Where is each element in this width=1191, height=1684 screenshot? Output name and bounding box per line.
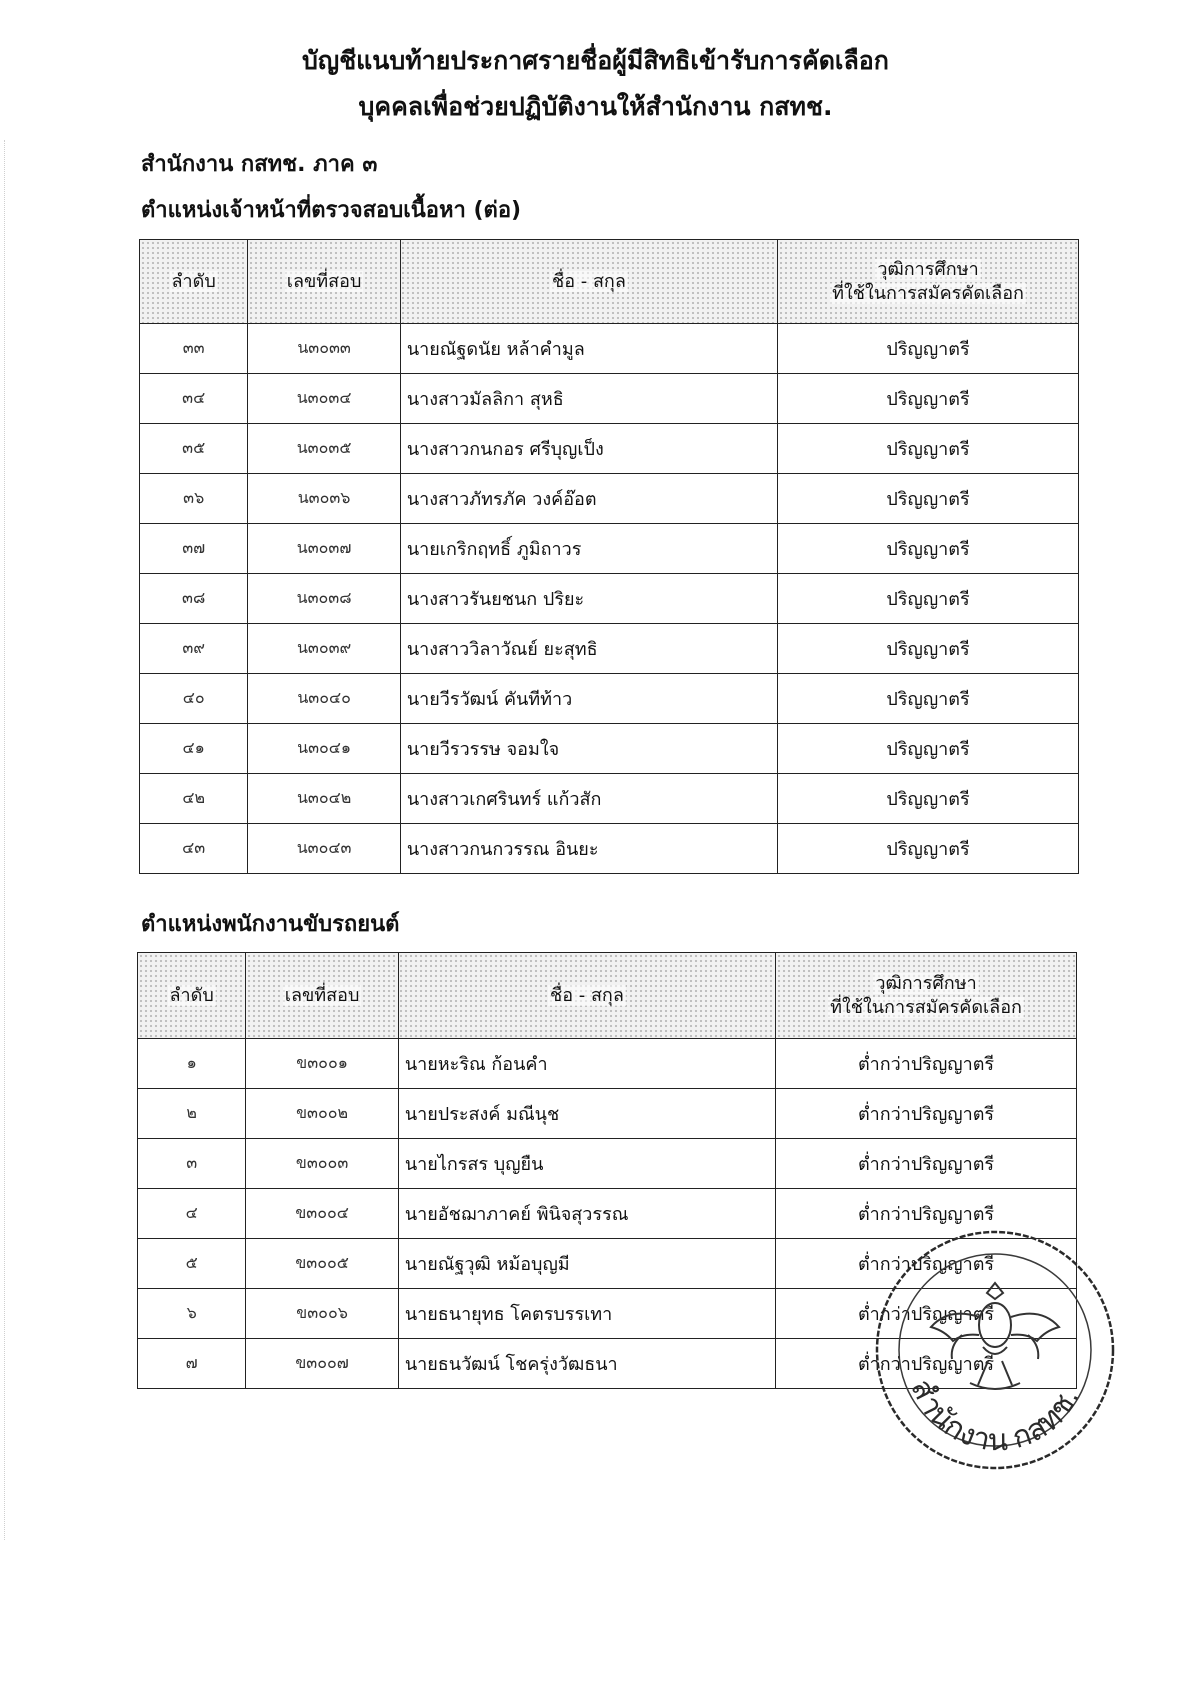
cell-name: นายณัฐวุฒิ หม้อบุญมี <box>398 1239 775 1289</box>
table-row <box>140 574 1079 624</box>
header-name: ชื่อ - สกุล <box>398 953 775 1039</box>
table-row <box>138 1039 1077 1089</box>
cell-education: ปริญญาตรี <box>778 824 1079 874</box>
cell-name: นายหะริณ ก้อนคำ <box>398 1039 775 1089</box>
header-name: ชื่อ - สกุล <box>400 240 777 324</box>
cell-exam-no: น๓๐๓๙ <box>248 624 400 674</box>
table-row <box>138 1089 1077 1139</box>
cell-seq: ๓๓ <box>140 324 248 374</box>
cell-exam-no: ข๓๐๐๑ <box>246 1039 398 1089</box>
cell-name: นางสาวมัลลิกา สุหธิ <box>400 374 777 424</box>
cell-name: นางสาวเกศรินทร์ แก้วสัก <box>400 774 777 824</box>
cell-name: นางสาวกนกวรรณ อินยะ <box>400 824 777 874</box>
cell-education: ปริญญาตรี <box>778 524 1079 574</box>
cell-name: นายณัฐดนัย หล้าคำมูล <box>400 324 777 374</box>
cell-name: นางสาวภัทรภัค วงค์อ๊อต <box>400 474 777 524</box>
cell-education: ปริญญาตรี <box>778 674 1079 724</box>
cell-seq: ๓๙ <box>140 624 248 674</box>
header-seq: ลำดับ <box>138 953 246 1039</box>
table-row <box>140 774 1079 824</box>
document-title-line2: บุคคลเพื่อช่วยปฏิบัติงานให้สำนักงาน กสทช. <box>358 92 833 121</box>
scan-margin-dots <box>4 140 5 1540</box>
header-education: วุฒิการศึกษา ที่ใช้ในการสมัครคัดเลือก <box>778 240 1079 324</box>
content-inspector-table <box>139 239 1079 874</box>
cell-education: ปริญญาตรี <box>778 574 1079 624</box>
cell-education: ต่ำกว่าปริญญาตรี <box>776 1039 1077 1089</box>
header-seq: ลำดับ <box>140 240 248 324</box>
table-row <box>140 424 1079 474</box>
table-row <box>138 1139 1077 1189</box>
cell-name: นายธนวัฒน์ โชครุ่งวัฒธนา <box>398 1339 775 1389</box>
cell-seq: ๔๓ <box>140 824 248 874</box>
table-row <box>140 524 1079 574</box>
cell-seq: ๑ <box>138 1039 246 1089</box>
cell-exam-no: น๓๐๓๔ <box>248 374 400 424</box>
cell-name: นายวีรวัฒน์ คันทีท้าว <box>400 674 777 724</box>
cell-name: นางสาววิลาวัณย์ ยะสุทธิ <box>400 624 777 674</box>
cell-seq: ๖ <box>138 1289 246 1339</box>
cell-seq: ๔ <box>138 1189 246 1239</box>
table-row <box>140 724 1079 774</box>
office-heading: สำนักงาน กสทช. ภาค ๓ <box>141 152 378 177</box>
table-header-row <box>140 240 1079 324</box>
cell-exam-no: น๓๐๔๐ <box>248 674 400 724</box>
cell-seq: ๔๑ <box>140 724 248 774</box>
cell-education: ต่ำกว่าปริญญาตรี <box>776 1189 1077 1239</box>
cell-seq: ๗ <box>138 1339 246 1389</box>
cell-education: ปริญญาตรี <box>778 324 1079 374</box>
cell-seq: ๓ <box>138 1139 246 1189</box>
cell-education: ปริญญาตรี <box>778 474 1079 524</box>
cell-education: ปริญญาตรี <box>778 424 1079 474</box>
cell-exam-no: น๓๐๓๕ <box>248 424 400 474</box>
cell-exam-no: ข๓๐๐๒ <box>246 1089 398 1139</box>
cell-exam-no: น๓๐๔๑ <box>248 724 400 774</box>
cell-exam-no: น๓๐๓๗ <box>248 524 400 574</box>
cell-exam-no: น๓๐๓๓ <box>248 324 400 374</box>
cell-education: ต่ำกว่าปริญญาตรี <box>776 1089 1077 1139</box>
table-header-row <box>138 953 1077 1039</box>
header-education: วุฒิการศึกษา ที่ใช้ในการสมัครคัดเลือก <box>776 953 1077 1039</box>
cell-seq: ๔๒ <box>140 774 248 824</box>
garuda-emblem-icon <box>931 1283 1059 1389</box>
cell-exam-no: ข๓๐๐๗ <box>246 1339 398 1389</box>
cell-name: นายไกรสร บุญยืน <box>398 1139 775 1189</box>
cell-seq: ๓๗ <box>140 524 248 574</box>
cell-exam-no: น๓๐๔๓ <box>248 824 400 874</box>
cell-education: ต่ำกว่าปริญญาตรี <box>776 1239 1077 1289</box>
cell-exam-no: ข๓๐๐๓ <box>246 1139 398 1189</box>
cell-exam-no: ข๓๐๐๕ <box>246 1239 398 1289</box>
header-exam-no: เลขที่สอบ <box>248 240 400 324</box>
cell-name: นางสาวกนกอร ศรีบุญเป็ง <box>400 424 777 474</box>
seal-text: สำนักงาน กสทช. <box>904 1374 1086 1458</box>
cell-exam-no: น๓๐๓๖ <box>248 474 400 524</box>
section1-heading: ตำแหน่งเจ้าหน้าที่ตรวจสอบเนื้อหา (ต่อ) <box>141 198 522 223</box>
table-row <box>140 624 1079 674</box>
document-title-line1: บัญชีแนบท้ายประกาศรายชื่อผู้มีสิทธิเข้ารับการคัดเลือก <box>302 46 889 75</box>
cell-education: ปริญญาตรี <box>778 624 1079 674</box>
table-row <box>140 324 1079 374</box>
cell-name: นายเกริกฤทธิ์ ภูมิถาวร <box>400 524 777 574</box>
cell-education: ปริญญาตรี <box>778 724 1079 774</box>
table-row <box>140 474 1079 524</box>
table-row <box>140 824 1079 874</box>
cell-seq: ๒ <box>138 1089 246 1139</box>
cell-name: นายวีรวรรษ จอมใจ <box>400 724 777 774</box>
header-exam-no: เลขที่สอบ <box>246 953 398 1039</box>
cell-exam-no: ข๓๐๐๔ <box>246 1189 398 1239</box>
cell-seq: ๓๔ <box>140 374 248 424</box>
table-row <box>140 674 1079 724</box>
cell-education: ต่ำกว่าปริญญาตรี <box>776 1289 1077 1339</box>
table-row <box>140 374 1079 424</box>
cell-education: ต่ำกว่าปริญญาตรี <box>776 1139 1077 1189</box>
cell-seq: ๔๐ <box>140 674 248 724</box>
cell-seq: ๓๘ <box>140 574 248 624</box>
cell-name: นายธนายุทธ โคตรบรรเทา <box>398 1289 775 1339</box>
official-seal-stamp <box>870 1225 1120 1475</box>
cell-exam-no: ข๓๐๐๖ <box>246 1289 398 1339</box>
cell-education: ปริญญาตรี <box>778 774 1079 824</box>
cell-seq: ๓๖ <box>140 474 248 524</box>
section2-heading: ตำแหน่งพนักงานขับรถยนต์ <box>141 912 400 937</box>
cell-exam-no: น๓๐๔๒ <box>248 774 400 824</box>
cell-name: นางสาวรันยชนก ปริยะ <box>400 574 777 624</box>
cell-seq: ๓๕ <box>140 424 248 474</box>
cell-seq: ๕ <box>138 1239 246 1289</box>
cell-name: นายประสงค์ มณีนุช <box>398 1089 775 1139</box>
cell-education: ต่ำกว่าปริญญาตรี <box>776 1339 1077 1389</box>
cell-education: ปริญญาตรี <box>778 374 1079 424</box>
cell-exam-no: น๓๐๓๘ <box>248 574 400 624</box>
cell-name: นายอัชฌาภาคย์ พินิจสุวรรณ <box>398 1189 775 1239</box>
